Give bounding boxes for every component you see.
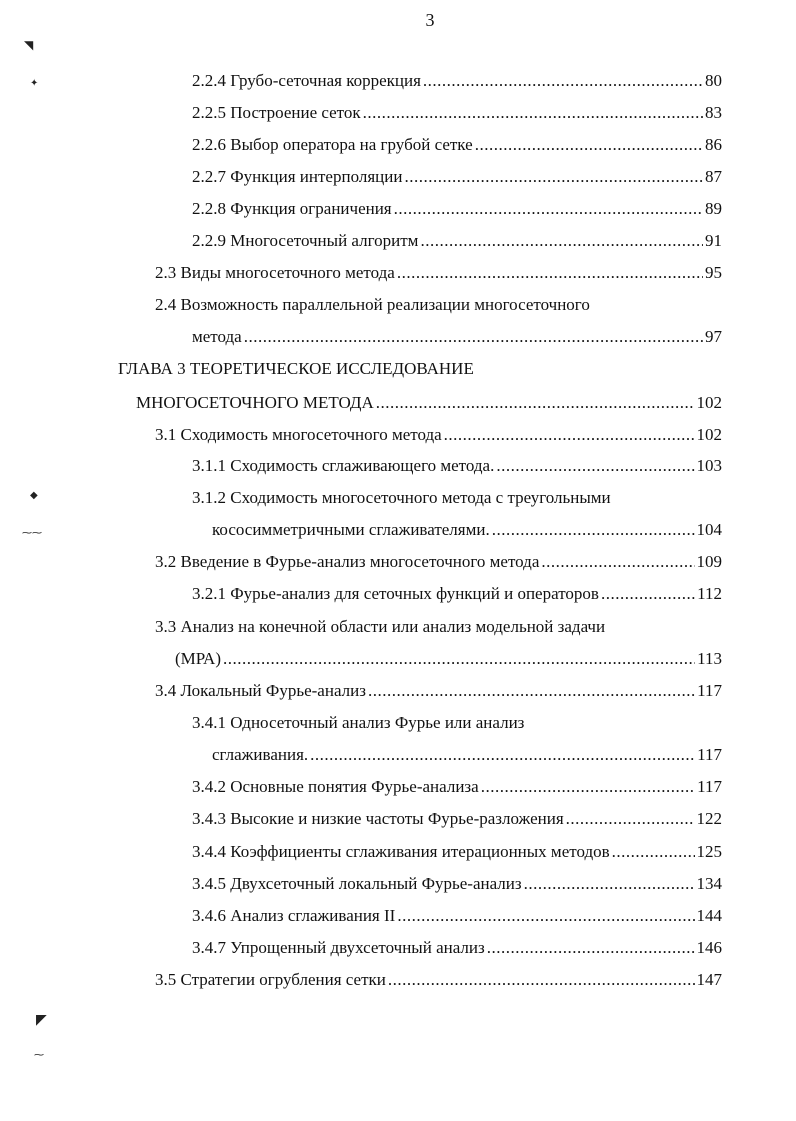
scan-mark-icon: ⁓ <box>34 1050 44 1061</box>
toc-entry: 3.4.4 Коэффициенты сглаживания итерационных методов ..... 125 <box>192 841 722 863</box>
toc-entry-line1: 2.4 Возможность параллельной реализации многосеточного <box>155 295 590 314</box>
toc-entry: 3.4.2 Основные понятия Фурье-анализа ..... 117 <box>192 776 722 798</box>
toc-entry: 3.1.1 Сходимость сглаживающего метода. ..... 103 <box>192 455 722 477</box>
toc-entry: 3.2.1 Фурье-анализ для сеточных функций и операторов ..... 112 <box>192 583 722 605</box>
toc-entry: сглаживания. ..... 117 <box>212 744 722 766</box>
toc-entry: 3.2 Введение в Фурье-анализ многосеточного метода ..... 109 <box>155 551 722 573</box>
chapter-heading: МНОГОСЕТОЧНОГО МЕТОДА ..... 102 <box>136 392 722 414</box>
toc-entry: 3.4.6 Анализ сглаживания II ..... 144 <box>192 905 722 927</box>
toc-entry: кососимметричными сглаживателями. ..... 104 <box>212 519 722 541</box>
toc-entry: 2.2.9 Многосеточный алгоритм ..... 91 <box>192 230 722 252</box>
toc-entry: 2.2.4 Грубо-сеточная коррекция ..... 80 <box>192 70 722 92</box>
toc-entry: 2.3 Виды многосеточного метода ..... 95 <box>155 262 722 284</box>
scan-mark-icon: ◥ <box>24 38 34 52</box>
toc-entry-line1: 3.1.2 Сходимость многосеточного метода с треугольными <box>192 488 611 507</box>
scan-mark-icon: ◆ <box>30 490 38 501</box>
toc-entry: 3.4.5 Двухсеточный локальный Фурье-анализ ..... 134 <box>192 873 722 895</box>
toc-entry-line1: 3.4.1 Односеточный анализ Фурье или анализ <box>192 713 525 732</box>
page-number: 3 <box>425 10 435 30</box>
toc-entry: 3.4 Локальный Фурье-анализ ..... 117 <box>155 680 722 702</box>
toc-entry: 2.2.7 Функция интерполяции ..... 87 <box>192 166 722 188</box>
toc-entry: 3.1 Сходимость многосеточного метода ..... 102 <box>155 424 722 446</box>
toc-entry: 2.2.8 Функция ограничения ..... 89 <box>192 198 722 220</box>
scan-mark-icon: ✦ <box>30 78 39 89</box>
toc-entry: (МРА) ..... 113 <box>175 648 722 670</box>
toc-entry: 2.2.6 Выбор оператора на грубой сетке ..... 86 <box>192 134 722 156</box>
toc-entry-line1: 3.3 Анализ на конечной области или анализ модельной задачи <box>155 617 606 636</box>
toc-entry: метода ..... 97 <box>192 326 722 348</box>
toc-entry: 3.5 Стратегии огрубления сетки ..... 147 <box>155 969 722 991</box>
toc-entry: 2.2.5 Построение сеток ..... 83 <box>192 102 722 124</box>
toc-entry: 3.4.3 Высокие и низкие частоты Фурье-разложения ..... 122 <box>192 808 722 830</box>
toc-entry: 3.4.7 Упрощенный двухсеточный анализ ..... 146 <box>192 937 722 959</box>
scan-mark-icon: ⁓⁓ <box>22 528 42 539</box>
scan-mark-icon: ◤ <box>36 1012 47 1028</box>
chapter-heading-line1: ГЛАВА 3 ТЕОРЕТИЧЕСКОЕ ИССЛЕДОВАНИЕ <box>118 359 474 378</box>
